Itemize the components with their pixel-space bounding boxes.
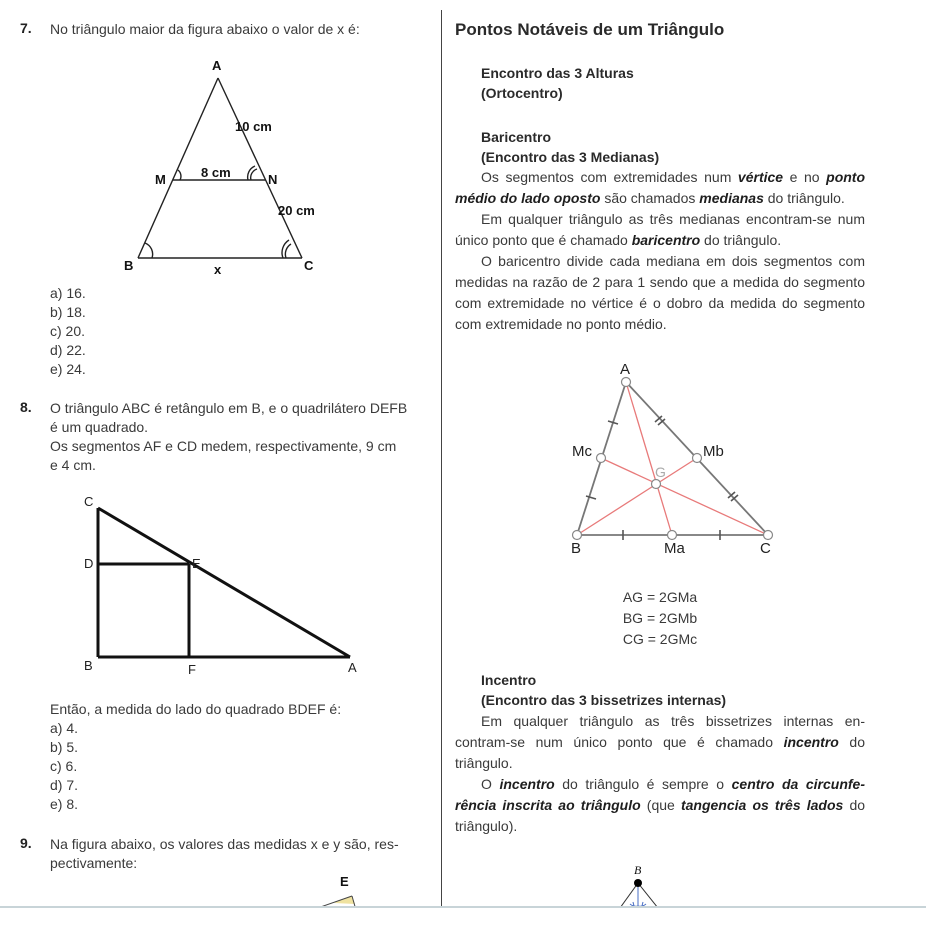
bari-label-Mb: Mb: [703, 443, 724, 460]
q8-text-line: é um quadrado.: [50, 419, 149, 435]
q7-measure-AN: 10 cm: [235, 119, 272, 134]
incentro-heading-line1: Incentro: [481, 672, 537, 688]
q7-options: [50, 284, 86, 379]
q8-label-A: A: [348, 660, 357, 675]
bari-label-Ma: Ma: [664, 540, 685, 557]
incentro-paragraph-2: O incentro do triângulo é sempre o centro da circunfe-rência inscrita ao triângulo (que tangencia os três lados do triângulo).: [455, 776, 866, 834]
question-7-text: No triângulo maior da figura abaixo o valor de x é:: [50, 21, 360, 37]
baricentro-paragraph-1: Os segmentos com extremidades num vértice e no ponto médio do lado oposto são chamados medianas do triângulo.: [455, 169, 866, 206]
q8-label-D: D: [84, 556, 94, 571]
formula-cg: CG = 2GMc: [622, 631, 698, 647]
q9-text-line: Na figura abaixo, os valores das medidas x e y são, res-: [50, 836, 399, 852]
q8-label-F: F: [188, 662, 196, 677]
bari-label-G: G: [655, 464, 666, 480]
median-ratio-formulas: [455, 587, 865, 650]
incentro-figure-partial: [610, 862, 670, 906]
question-9-text: [50, 835, 430, 873]
q7-label-A: A: [212, 58, 222, 73]
baricentro-heading: [481, 127, 659, 167]
incentro-heading: [481, 670, 726, 710]
q8-option-a[interactable]: a) 4.: [50, 720, 79, 736]
q8-text-line: e 4 cm.: [50, 457, 96, 473]
baricentro-heading-line2: (Encontro das 3 Medianas): [481, 149, 660, 165]
q7-option-a[interactable]: a) 16.: [50, 285, 86, 301]
q7-measure-NC: 20 cm: [278, 203, 315, 218]
incentro-heading-line2: (Encontro das 3 bissetrizes internas): [481, 692, 727, 708]
column-divider: [441, 10, 442, 906]
q8-text-line: Os segmentos AF e CD medem, respectivamente, 9 cm: [50, 438, 397, 454]
q7-triangle-figure: [100, 50, 340, 280]
q7-label-C: C: [304, 258, 314, 273]
q8-option-d[interactable]: d) 7.: [50, 777, 79, 793]
q8-label-E: E: [192, 556, 201, 571]
formula-ag: AG = 2GMa: [622, 589, 698, 605]
ortocentro-heading-line2: (Ortocentro): [481, 85, 563, 101]
incentro-label-B: B: [634, 863, 642, 877]
incentro-paragraph-1: Em qualquer triângulo as três bissetrizes internas en-contram-se num único ponto que é chamado incentro do triângulo.: [455, 713, 865, 771]
question-8-text: [50, 399, 430, 475]
q7-label-x: x: [214, 262, 222, 277]
q8-label-B: B: [84, 658, 93, 673]
bari-label-C: C: [760, 540, 771, 557]
q8-option-c[interactable]: c) 6.: [50, 758, 78, 774]
question-8-number: 8.: [20, 399, 32, 415]
q7-option-d[interactable]: d) 22.: [50, 342, 86, 358]
q7-option-e[interactable]: e) 24.: [50, 361, 86, 377]
q7-label-B: B: [124, 258, 134, 273]
q7-option-b[interactable]: b) 18.: [50, 304, 86, 320]
q8-question: Então, a medida do lado do quadrado BDEF é:: [50, 701, 342, 717]
q9-label-E: E: [340, 874, 349, 889]
q7-label-N: N: [268, 172, 278, 187]
ortocentro-heading: [481, 63, 634, 103]
baricentro-paragraph-2: Em qualquer triângulo as três medianas encontram-se num único ponto que é chamado baricentro do triângulo.: [455, 211, 865, 248]
question-9-number: 9.: [20, 835, 32, 851]
baricentro-heading-line1: Baricentro: [481, 129, 552, 145]
page-bottom-border: [0, 906, 926, 908]
bari-label-B: B: [571, 540, 582, 557]
formula-bg: BG = 2GMb: [622, 610, 698, 626]
q7-option-c[interactable]: c) 20.: [50, 323, 86, 339]
baricentro-median-figure: [560, 352, 790, 562]
q7-label-M: M: [155, 172, 166, 187]
bari-label-Mc: Mc: [572, 443, 592, 460]
bari-label-A: A: [620, 361, 631, 378]
q8-square-triangle-figure: [78, 490, 378, 680]
ortocentro-heading-line1: Encontro das 3 Alturas: [481, 65, 634, 81]
q8-options: [50, 719, 78, 814]
q9-figure-partial: [300, 870, 380, 906]
q9-text-line: pectivamente:: [50, 855, 138, 871]
q8-option-e[interactable]: e) 8.: [50, 796, 79, 812]
question-7-number: 7.: [20, 20, 32, 36]
q8-option-b[interactable]: b) 5.: [50, 739, 79, 755]
q7-measure-MN: 8 cm: [201, 165, 231, 180]
baricentro-paragraph-3: O baricentro divide cada mediana em dois segmentos com medidas na razão de 2 para 1 sendo que a medida do segmento com extremidade no vértice é o dobro da medida do segmento com extremidade no ponto médio.: [455, 253, 865, 332]
page-title: Pontos Notáveis de um Triângulo: [455, 20, 725, 39]
q8-label-C: C: [84, 494, 94, 509]
q8-text-line: O triângulo ABC é retângulo em B, e o quadrilátero DEFB: [50, 400, 408, 416]
